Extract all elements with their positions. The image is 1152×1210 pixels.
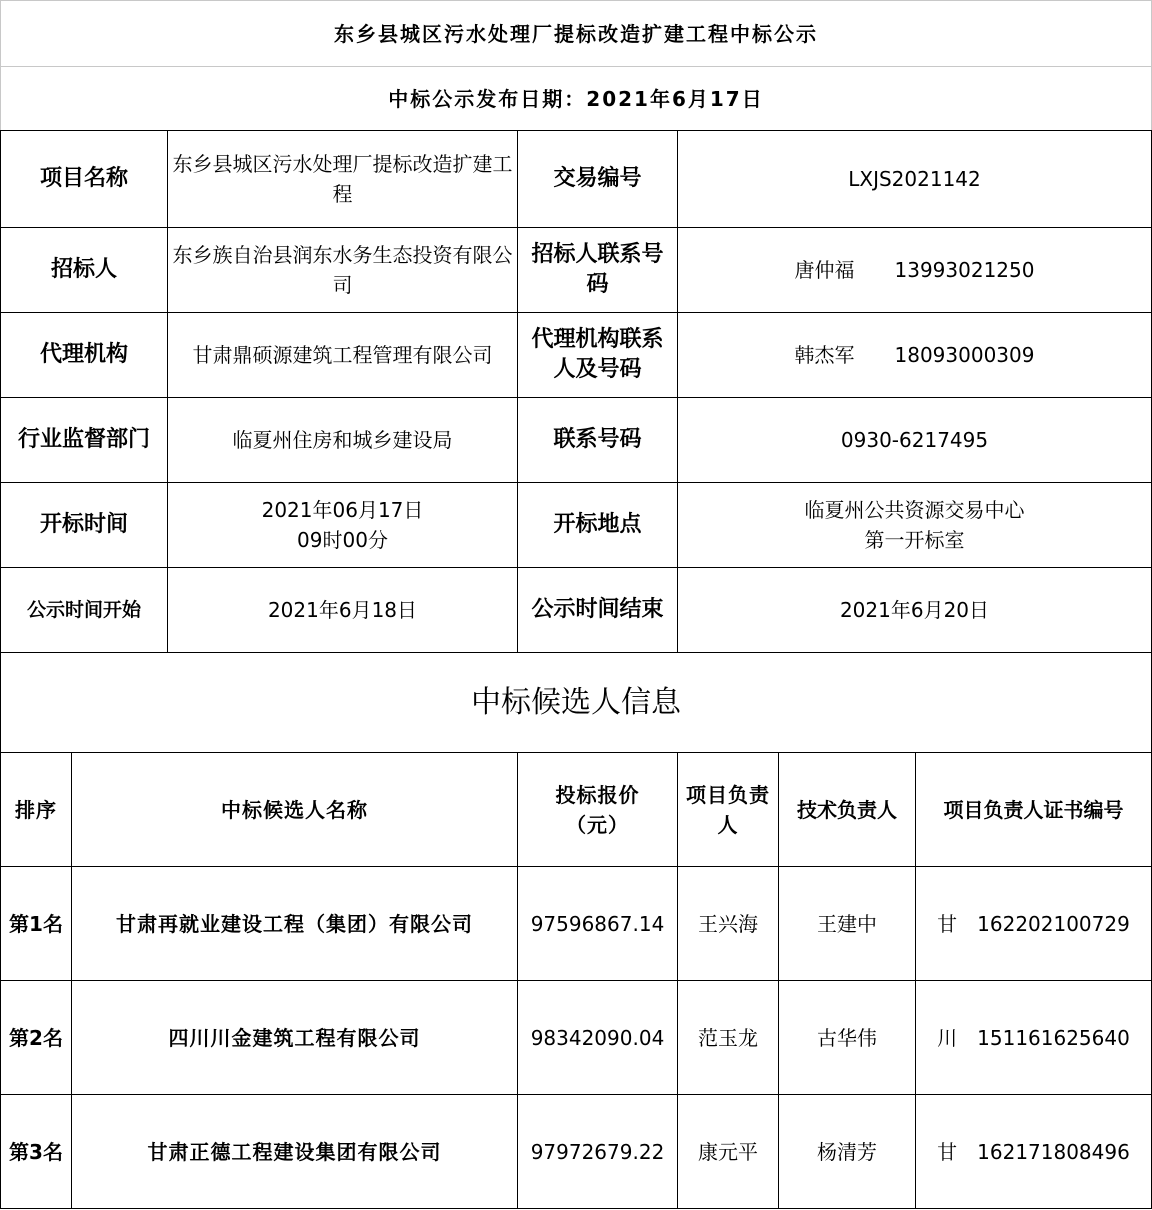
section-title: 中标候选人信息 <box>1 653 1152 753</box>
cert-number: 甘 162202100729 <box>916 867 1152 981</box>
notice-end-value: 2021年6月20日 <box>678 568 1152 653</box>
bid-price: 97972679.22 <box>518 1095 678 1209</box>
supervisor-value: 临夏州住房和城乡建设局 <box>168 398 518 483</box>
cert-number: 川 151161625640 <box>916 981 1152 1095</box>
candidate-name: 四川川金建筑工程有限公司 <box>72 981 518 1095</box>
col-price-unit: （元） <box>566 812 629 837</box>
rank-cell: 第2名 <box>1 981 72 1095</box>
publish-date: 中标公示发布日期：2021年6月17日 <box>1 67 1152 131</box>
table-row <box>1 867 1152 981</box>
tenderer-contact-value: 唐仲福 13993021250 <box>678 228 1152 313</box>
open-place-label: 开标地点 <box>518 483 678 568</box>
agency-label: 代理机构 <box>1 313 168 398</box>
rank-cell: 第3名 <box>1 1095 72 1209</box>
publish-date-row <box>1 67 1152 131</box>
supervisor-row <box>1 398 1152 483</box>
col-rank: 排序 <box>1 753 72 867</box>
agency-contact-label: 代理机构联系人及号码 <box>518 313 678 398</box>
open-time-date: 2021年06月17日 <box>261 498 424 522</box>
candidates-header-row <box>1 753 1152 867</box>
col-manager: 项目负责人 <box>678 753 779 867</box>
phone-value: 0930-6217495 <box>678 398 1152 483</box>
title-row <box>1 1 1152 67</box>
supervisor-label: 行业监督部门 <box>1 398 168 483</box>
cert-number: 甘 162171808496 <box>916 1095 1152 1209</box>
tenderer-label: 招标人 <box>1 228 168 313</box>
notice-start-value: 2021年6月18日 <box>168 568 518 653</box>
section-title-row <box>1 653 1152 753</box>
open-time-clock: 09时00分 <box>297 528 388 552</box>
tenderer-contact-label: 招标人联系号码 <box>518 228 678 313</box>
candidate-name: 甘肃正德工程建设集团有限公司 <box>72 1095 518 1209</box>
tenderer-row <box>1 228 1152 313</box>
open-place-room: 第一开标室 <box>864 528 965 552</box>
notice-start-label: 公示时间开始 <box>1 568 168 653</box>
tech-lead: 杨清芳 <box>779 1095 916 1209</box>
col-name: 中标候选人名称 <box>72 753 518 867</box>
col-price-label: 投标报价 <box>555 782 640 807</box>
phone-label: 联系号码 <box>518 398 678 483</box>
tech-lead: 古华伟 <box>779 981 916 1095</box>
agency-value: 甘肃鼎硕源建筑工程管理有限公司 <box>168 313 518 398</box>
project-name-label: 项目名称 <box>1 131 168 228</box>
candidates-table <box>0 652 1152 1209</box>
project-name-value: 东乡县城区污水处理厂提标改造扩建工程 <box>168 131 518 228</box>
project-manager: 康元平 <box>678 1095 779 1209</box>
trade-no-label: 交易编号 <box>518 131 678 228</box>
open-place-value <box>678 483 1152 568</box>
open-time-value <box>168 483 518 568</box>
agency-row <box>1 313 1152 398</box>
trade-no-value: LXJS2021142 <box>678 131 1152 228</box>
tenderer-value: 东乡族自治县润东水务生态投资有限公司 <box>168 228 518 313</box>
notice-end-label: 公示时间结束 <box>518 568 678 653</box>
notice-title: 东乡县城区污水处理厂提标改造扩建工程中标公示 <box>1 1 1152 67</box>
bid-price: 97596867.14 <box>518 867 678 981</box>
notice-period-row <box>1 568 1152 653</box>
bid-price: 98342090.04 <box>518 981 678 1095</box>
candidate-name: 甘肃再就业建设工程（集团）有限公司 <box>72 867 518 981</box>
project-row <box>1 131 1152 228</box>
project-manager: 王兴海 <box>678 867 779 981</box>
rank-cell: 第1名 <box>1 867 72 981</box>
opening-row <box>1 483 1152 568</box>
col-price <box>518 753 678 867</box>
tech-lead: 王建中 <box>779 867 916 981</box>
col-cert: 项目负责人证书编号 <box>916 753 1152 867</box>
open-place-center: 临夏州公共资源交易中心 <box>804 498 1025 522</box>
project-manager: 范玉龙 <box>678 981 779 1095</box>
table-row <box>1 981 1152 1095</box>
table-row <box>1 1095 1152 1209</box>
col-tech: 技术负责人 <box>779 753 916 867</box>
open-time-label: 开标时间 <box>1 483 168 568</box>
agency-contact-value: 韩杰军 18093000309 <box>678 313 1152 398</box>
